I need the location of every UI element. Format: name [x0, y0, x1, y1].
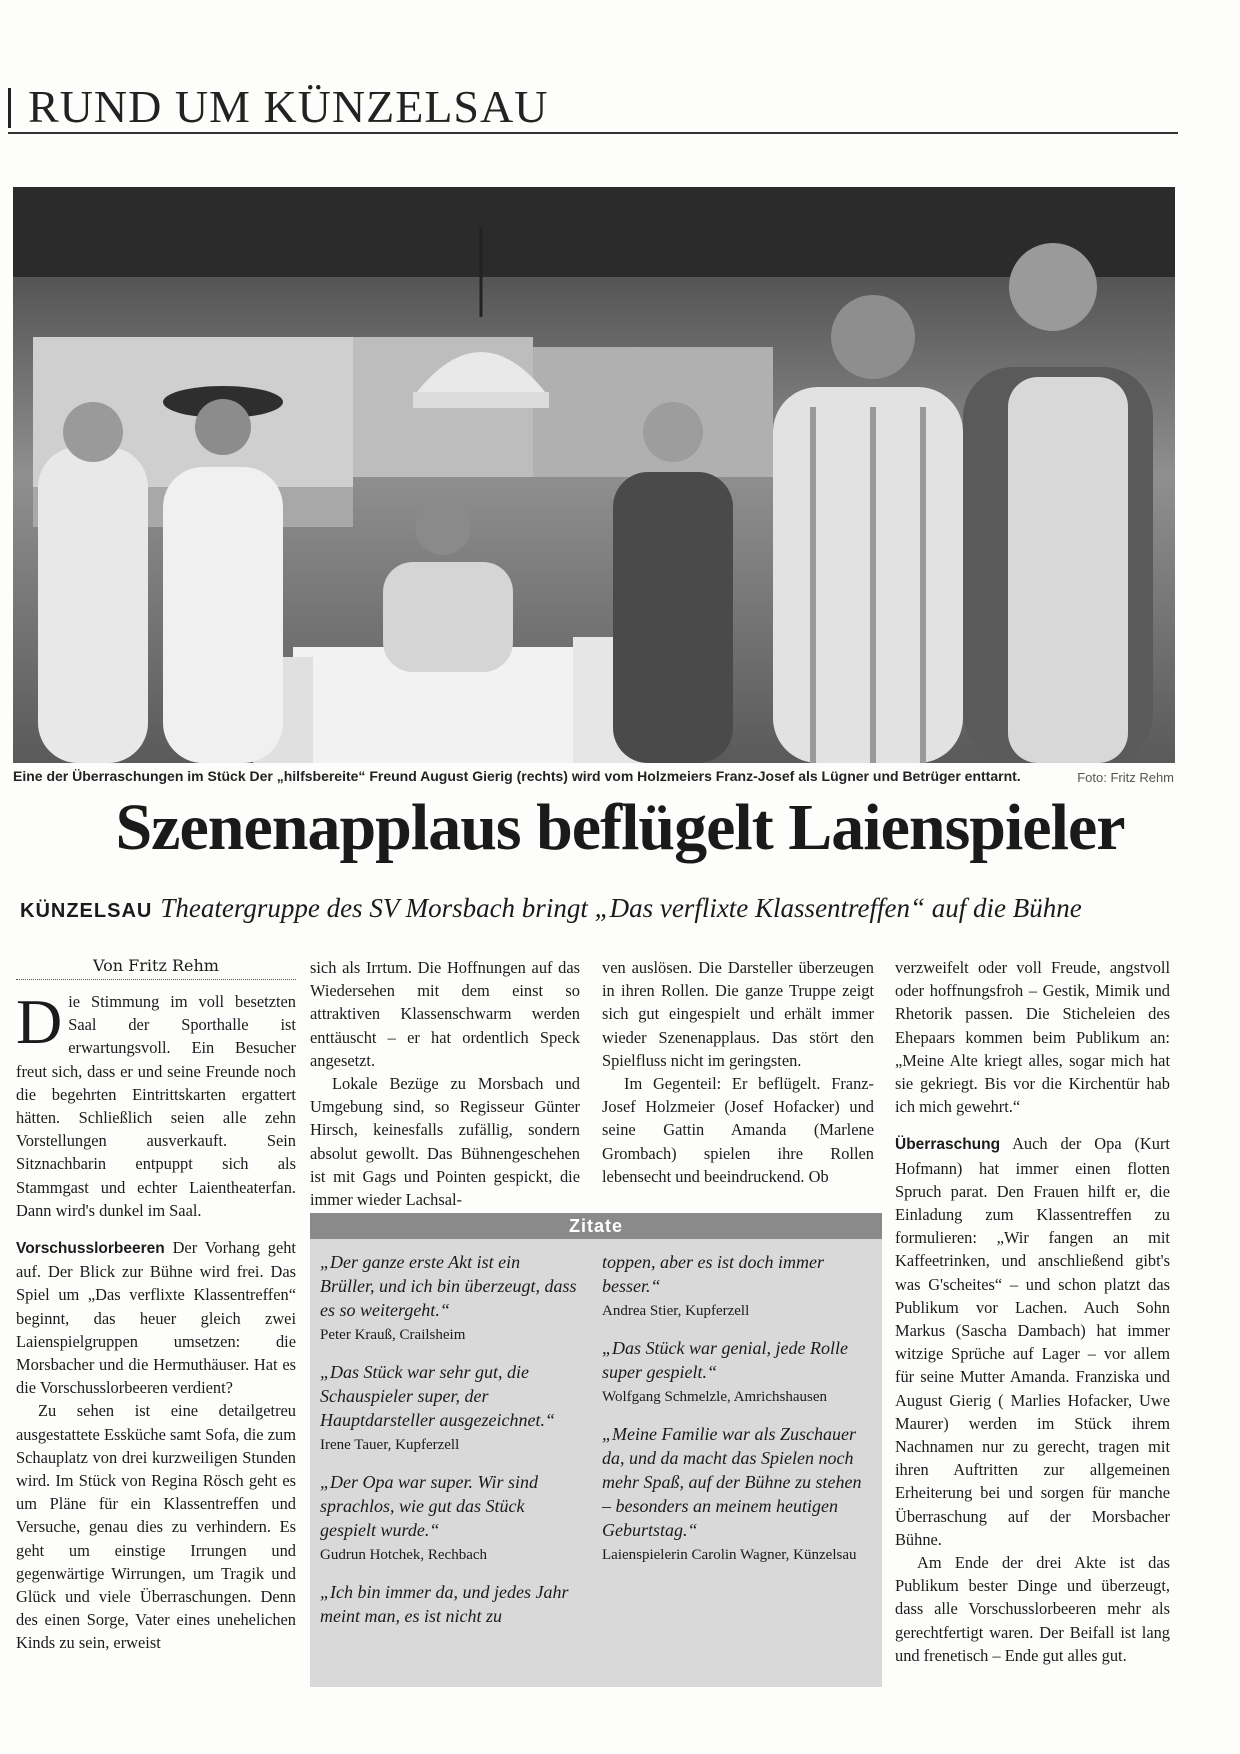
article-photo — [13, 187, 1175, 763]
quote-text: toppen, aber es ist doch immer besser.“ — [602, 1252, 824, 1296]
paragraph-bezuege: Lokale Bezüge zu Morsbach und Umgebung sind, so Regisseur Günter Hirsch, keinesfalls zufällig, sondern absolut gewollt. Das Bühnengeschehen ist mit Gags und Pointen gespickt, die immer wieder Lachsal- — [310, 1074, 580, 1210]
quote-text: „Der Opa war super. Wir sind sprachlos, wie gut das Stück gespielt wurde.“ — [320, 1472, 539, 1540]
dropcap: D — [16, 986, 63, 1057]
byline: Von Fritz Rehm — [16, 956, 296, 980]
quote-author: Irene Tauer, Kupferzell — [320, 1437, 460, 1453]
article-column-1 — [16, 986, 296, 1655]
section-title: RUND UM KÜNZELSAU — [28, 81, 549, 132]
paragraph-intro — [16, 986, 296, 1222]
quote-text: „Meine Familie war als Zuschauer da, und da macht das Spielen noch mehr Spaß, auf der Bühne zu stehen – besonders an meinem heutigen Geburtstag.“ — [602, 1424, 862, 1540]
paragraph-irrtum: sich als Irrtum. Die Hoffnungen auf das Wiedersehen mit dem einst so attraktiven Klassenschwarm werden enttäuscht – er hat ordentlich Speck angesetzt. — [310, 958, 580, 1070]
quotes-column-left — [320, 1250, 578, 1628]
paragraph-intro-text: ie Stimmung im voll besetzten Saal der Sporthalle ist erwartungsvoll. Ein Besucher freut sich, dass er und seine Freunde noch die begehrten Eintrittskarten ergattert hätten. Schließlich seien alle zehn Vorstellungen ausverkauft. Sein Sitznachbarin entpuppt sich als Stammgast und echter Laientheaterfan. Dann wird's dunkel im Saal. — [16, 992, 296, 1220]
quote-text: „Das Stück war sehr gut, die Schauspieler super, der Hauptdarsteller ausgezeichnet.“ — [320, 1362, 555, 1430]
paragraph-ende: Am Ende der drei Akte ist das Publikum bester Dinge und überzeugt, dass alle Vorschusslorbeeren mehr als gerechtfertigt waren. Der Beifall ist lang und frenetisch – Ende gut alles gut. — [895, 1553, 1170, 1665]
paragraph-gegenteil: Im Gegenteil: Er beflügelt. Franz-Josef Holzmeier (Josef Hofacker) und seine Gattin Amanda (Marlene Grombach) spielen ihre Rollen lebensecht und beeindruckend. Ob — [602, 1074, 874, 1186]
photo-credit: Foto: Fritz Rehm — [1077, 770, 1174, 785]
headline: Szenenapplaus beflügelt Laienspieler — [115, 791, 1125, 864]
quote-author: Peter Krauß, Crailsheim — [320, 1327, 466, 1343]
subheadline-row — [20, 893, 1200, 924]
paragraph-vorschuss — [16, 1236, 296, 1399]
paragraph-ueberraschung-text: Auch der Opa (Kurt Hofmann) hat immer einen flotten Spruch parat. Den Frauen hilft er, die Einladung zum Klassentreffen zu formulieren: „Wir fangen an mit Kaffeetrinken, und anschließend gibt's was G'scheites“ – und schon platzt das Publikum vor Lachen. Auch Sohn Markus (Sascha Dambach) hat immer witzige Sprüche auf Lager – vor allem für seine Mutter Amanda. Franziska und August Gierig ( Marlies Hofacker, Uwe Maurer) werden im Stück ihrem Nachnamen nur zu gerecht, tragen mit ihren Auftritten zur allgemeinen Erheiterung bei und sorgen für manche Überraschung auf der Morsbacher Bühne. — [895, 1134, 1170, 1549]
dateline: KÜNZELSAU — [20, 900, 153, 922]
section-header — [8, 78, 1178, 134]
article-column-2 — [310, 956, 580, 1211]
stage-scene-image — [13, 187, 1175, 763]
quote-author: Andrea Stier, Kupferzell — [602, 1303, 750, 1319]
quote-text: „Der ganze erste Akt ist ein Brüller, und ich bin überzeugt, dass es so weitergeht.“ — [320, 1252, 577, 1320]
paragraph-vorschuss-text: Der Vorhang geht auf. Der Blick zur Bühne wird frei. Das Spiel um „Das verflixte Klassentreffen“ beginnt, das heuer gleich zwei Laienspielgruppen umsetzen: die Morsbacher und die Hermuthäuser. Hat es die Vorschusslorbeeren verdient? — [16, 1238, 296, 1398]
quote-author: Wolfgang Schmelzle, Amrichshausen — [602, 1389, 827, 1405]
quote-author: Laienspielerin Carolin Wagner, Künzelsau — [602, 1547, 857, 1563]
article-column-4 — [895, 956, 1170, 1667]
article-column-3 — [602, 956, 874, 1188]
subhead-ueberraschung: Überraschung — [895, 1136, 1001, 1154]
quotes-title: Zitate — [310, 1213, 882, 1239]
paragraph-kueche: Zu sehen ist eine detailgetreu ausgestattete Essküche samt Sofa, die zum Schauplatz von drei kurzweiligen Stunden wird. Im Stück von Regina Rösch geht es um Pläne für ein Klassentreffen und Versuche, genau dies zu verhindern. Es geht um einstige Irrungen und gegenwärtige Wirrungen, um Tragik und Glück und viele Überraschungen. Denn des einen Sorge, Vater eines unehelichen Kinds zu sein, erweist — [16, 1401, 296, 1653]
quote-text: „Ich bin immer da, und jedes Jahr meint man, es ist nicht zu — [320, 1582, 569, 1626]
paragraph-gestik: verzweifelt oder voll Freude, angstvoll oder hoffnungsfroh – Gestik, Mimik und Rhetorik passen. Die Sticheleien des Ehepaars kommen beim Publikum an: „Meine Alte kriegt alles, sogar mich hat sie gekriegt. Bis vor die Kirchentür hab ich mich gewehrt.“ — [895, 958, 1170, 1117]
paragraph-darsteller: ven auslösen. Die Darsteller überzeugen in ihren Rollen. Die ganze Truppe zeigt sich gut eingespielt und erhält immer wieder Szenenapplaus. Das stört den Spielfluss nicht im geringsten. — [602, 958, 874, 1070]
subheadline: Theatergruppe des SV Morsbach bringt „Das verflixte Klassentreffen“ auf die Bühne — [160, 893, 1082, 923]
section-rule-mark — [8, 88, 11, 128]
photo-caption: Eine der Überraschungen im Stück Der „hilfsbereite“ Freund August Gierig (rechts) wird vom Holzmeiers Franz-Josef als Lügner und Betrüger enttarnt. — [13, 768, 1021, 784]
quote-text: „Das Stück war genial, jede Rolle super gespielt.“ — [602, 1338, 848, 1382]
quote-author: Gudrun Hotchek, Rechbach — [320, 1547, 488, 1563]
paragraph-ueberraschung — [895, 1132, 1170, 1551]
quotes-column-right — [602, 1250, 870, 1580]
subhead-vorschusslorbeeren: Vorschusslorbeeren — [16, 1240, 165, 1258]
